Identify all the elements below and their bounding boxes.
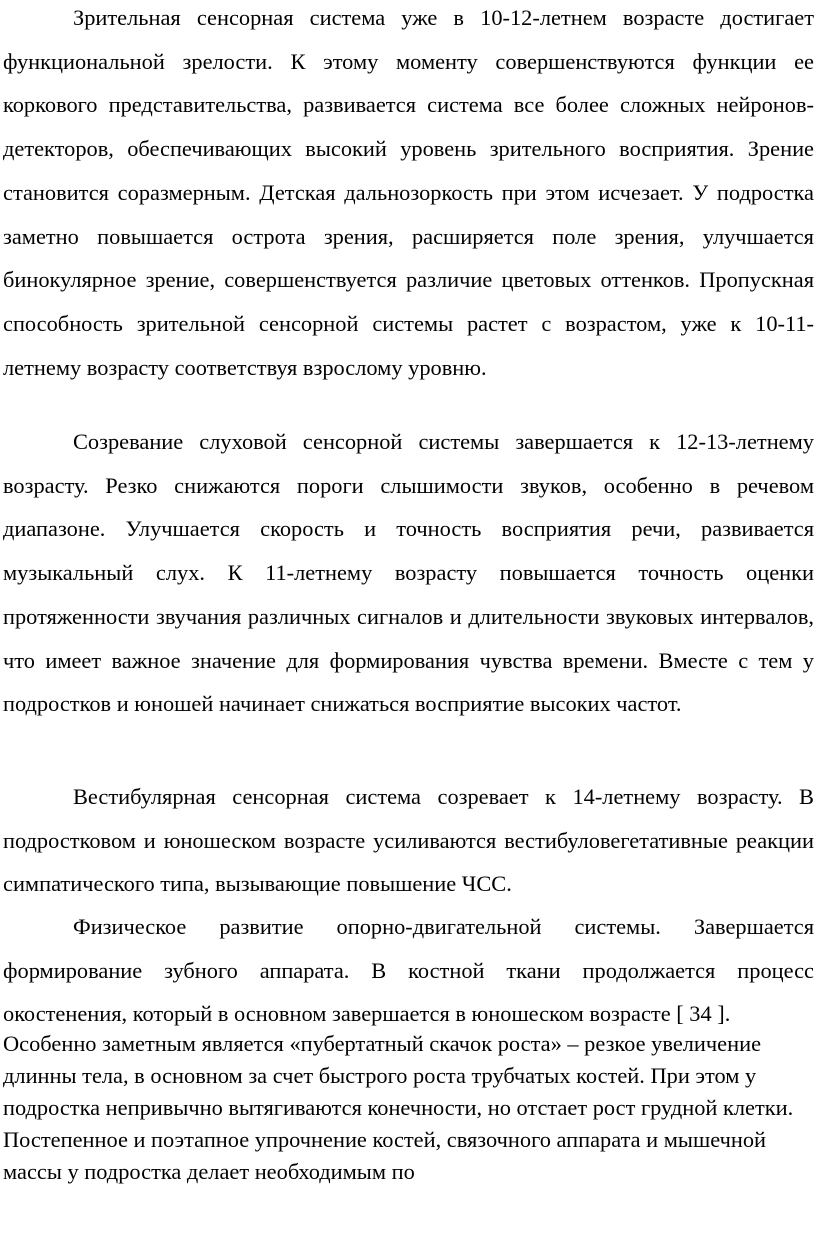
- paragraph-vestibular-system: Вестибулярная сенсорная система созревает к 14-летнему возрасту. В подростковом и юношеском возрасте усиливаются вестибуловегетативные реакции симпатического типа, вызывающие повышение ЧСС.: [3, 784, 814, 897]
- paragraph-visual-system: Зрительная сенсорная система уже в 10-12-летнем возрасте достигает функциональной зрелости. К этому моменту совершенствуются функции ее коркового представительства, развивается система все более сложных нейронов-детекторов, обеспечивающих высокий уровень зрительного восприятия. Зрение становится соразмерным. Детская дальнозоркость при этом исчезает. У подростка заметно повышается острота зрения, расширяется поле зрения, улучшается бинокулярное зрение, совершенствуется различие цветовых оттенков. Пропускная способность зрительной сенсорной системы растет с возрастом, уже к 10-11-летнему возрасту соответствуя взрослому уровню.: [3, 5, 814, 380]
- paragraph-auditory-system: Созревание слуховой сенсорной системы завершается к 12-13-летнему возрасту. Резко снижаются пороги слышимости звуков, особенно в речевом диапазоне. Улучшается скорость и точность восприятия речи, развивается музыкальный слух. К 11-летнему возрасту повышается точность оценки протяженности звучания различных сигналов и длительности звуковых интервалов, что имеет важное значение для формирования чувства времени. Вместе с тем у подростков и юношей начинает снижаться восприятие высоких частот.: [3, 429, 814, 717]
- paragraph-musculoskeletal-development: Физическое развитие опорно-двигательной системы. Завершается формирование зубного аппарата. В костной ткани продолжается процесс окостенения, который в основном завершается в юношеском возрасте [ 34 ].: [3, 914, 814, 1027]
- paragraph-growth-spurt: Особенно заметным является «пубертатный скачок роста» – резкое увеличение длинны тела, в основном за счет быстрого роста трубчатых костей. При этом у подростка непривычно вытягиваются конечности, но отстает рост грудной клетки. Постепенное и поэтапное упрочнение костей, связочного аппарата и мышечной массы у подростка делает необходимым по: [3, 1031, 794, 1185]
